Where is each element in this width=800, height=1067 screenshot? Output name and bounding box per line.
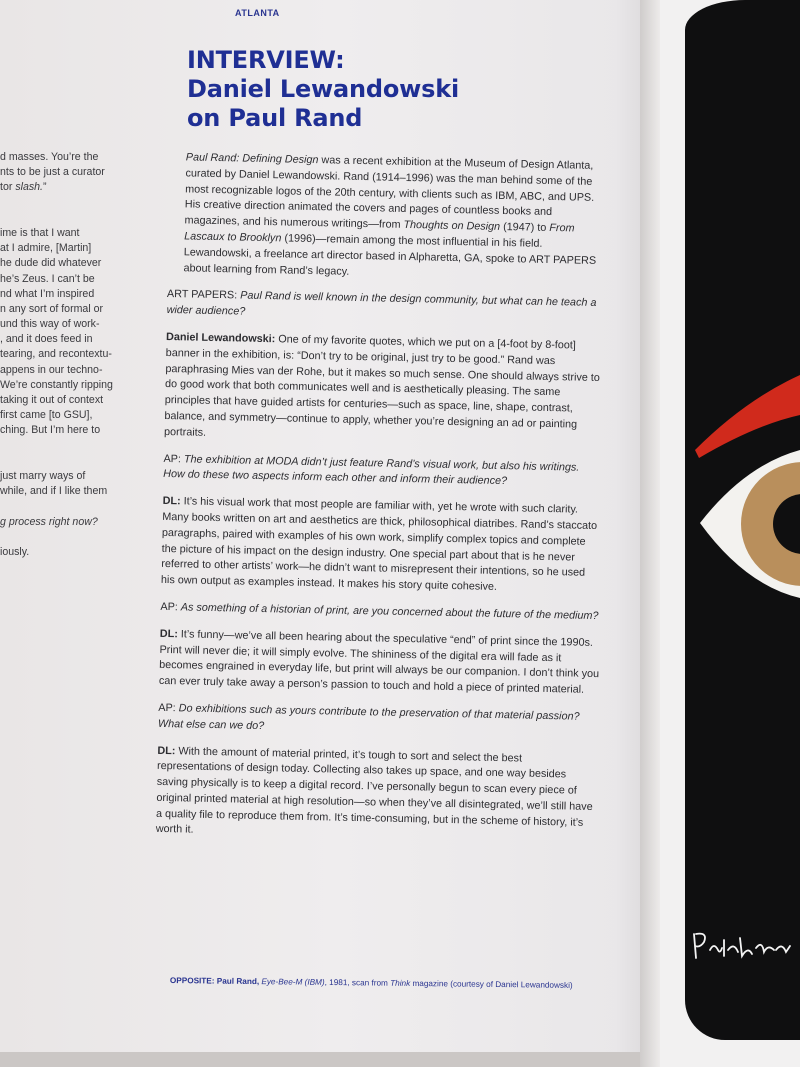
headline-line-2: Daniel Lewandowski [187,75,460,103]
previous-article-line: , and it does feed in [0,333,93,346]
intro-text-1: was a recent exhibition at the Museum of Design Atlanta, curated by Daniel Lewandowski. Rand (1914–1996) was the man behind some of the most recognizable logos of the 20th century, with clients such as IBM, ABC, and UPS. His creative direction animated the covers and pages of countless books and magazines, and his numerous writings—from [184,154,595,232]
previous-article-line: d masses. You’re the [0,151,99,163]
answer-paragraph [161,494,603,598]
answer-paragraph [159,627,600,699]
previous-article-line: und this way of work- [0,318,100,331]
intro-text-2: (1947) to [500,221,550,235]
answer-paragraph [164,330,606,450]
previous-article-line: We’re constantly ripping [0,378,113,391]
speaker-label: AP: [163,452,182,465]
paul-rand-signature [690,928,800,968]
table-surface [0,1052,680,1067]
headline-line-1: INTERVIEW: [187,46,345,74]
speaker-label: ART PAPERS: [166,288,238,302]
section-tag: ATLANTA [235,8,280,18]
headline-line-3: on Paul Rand [187,104,363,132]
previous-article-line: he dude did whatever [0,257,102,270]
intro-paragraph [167,150,610,286]
question-text: Paul Rand is well known in the design community, but what can he teach a wider audience? [166,289,597,318]
speaker-label: Daniel Lewandowski: [165,330,276,346]
caption-label: OPPOSITE: [169,976,215,986]
question-text: As something of a historian of print, are you concerned about the future of the medium? [180,601,599,622]
interview-body [155,150,610,858]
question-paragraph [163,451,604,492]
intro-book-2: From Lascaux to Brooklyn [184,222,575,245]
previous-article-line [0,454,150,469]
intro-exhibition-title: Paul Rand: Defining Design [185,151,319,167]
previous-article-line: tearing, and recontextu- [0,348,112,361]
previous-article-line: n any sort of formal or [0,302,104,315]
previous-article-line [0,196,150,211]
question-paragraph [166,287,607,328]
answer-paragraph [156,743,598,847]
headline [187,46,607,133]
previous-article-line: while, and if I like them [0,485,108,498]
previous-article-line: just marry ways of [0,469,86,482]
previous-article-column [0,150,150,560]
speaker-label: AP: [160,600,178,614]
caption-tail: magazine (courtesy of Daniel Lewandowski) [410,978,573,990]
answer-text: It’s his visual work that most people are familiar with, yet he wrote with such clarity. Many books written on art and aesthetics are thick, philosophical diatribes. Rand’s staccato paragraphs, paired with examples of his own work, simplify complex topics and complete the picture of his impact on the design industry. One special part about that is he never referred to other artists’ work—he didn’t want to misrepresent their intentions, so he used his own output as examples instead. It makes his story quite cohesive. [160,495,598,594]
intro-book-1: Thoughts on Design [403,219,501,234]
previous-article-line: at I admire, [Martin] [0,242,92,255]
previous-article-line: nts to be just a curator [0,166,105,179]
italic-word: slash. [15,181,43,194]
speaker-label: DL: [162,495,181,508]
previous-article-line [0,530,150,545]
qa-list [156,287,607,847]
previous-article-line: nd what I’m inspired [0,287,95,300]
speaker-label: AP: [158,701,176,715]
eyebrow-red-shape [695,375,800,458]
previous-article-line: first came [to GSU], [0,409,93,422]
previous-article-line [0,211,150,226]
previous-article-line: g process right now? [0,515,98,528]
answer-text: It’s funny—we’ve all been hearing about the speculative “end” of print since the 1990s. Print will never die; it will simply evolve. The shininess of the digital era will fade as it becomes engrained in everyday life, but print will always be our companion. I don’t think you can ever truly take away a person’s passion to touch and hold a piece of printed material. [158,628,600,696]
previous-article-line: tor slash.” [0,181,47,194]
caption-magazine: Think [390,978,411,988]
eye-artwork [685,370,800,620]
previous-article-line [0,439,150,454]
speaker-label: DL: [159,627,178,640]
question-paragraph [158,701,599,742]
question-text: Do exhibitions such as yours contribute to the preservation of that material passion? What else can we do? [157,702,580,732]
previous-article-line: iously. [0,545,30,558]
previous-article-line: appens in our techno- [0,363,103,376]
caption-work-title: Eye-Bee-M (IBM) [261,977,325,987]
figure-caption [170,976,640,991]
previous-article-line [0,499,150,514]
speaker-label: DL: [157,744,176,757]
answer-text: One of my favorite quotes, which we put on a [4-foot by 8-foot] banner in the exhibition, is: “Don’t try to be original, just try to be good.” Rand was paraphrasing Mies van der Rohe, but it makes so much sense. One should always strive to do good work that both communicates well and is aesthetically pleasing. The same principles that have guided artists for centuries—such as space, line, shape, contrast, balance, and symmetry—continue to apply, whether you’re designing an ad or painting portraits. [163,333,600,439]
previous-article-line: taking it out of context [0,394,104,406]
caption-artist: Paul Rand, [216,976,260,987]
previous-article-line: ching. But I’m here to [0,424,101,437]
caption-text: , 1981, scan from [324,977,391,988]
answer-text: With the amount of material printed, it’s tough to sort and select the best representations of design today. Collecting also takes up space, and one way besides saving physically is to keep a digital record. I’ve personally begun to scan every piece of original printed material at high resolution—so when they’ve all disintegrated, we’ll still have a quality file to reproduce them from. It’s time-consuming, but in the scheme of history, it’s worth it. [155,744,593,837]
previous-article-line: he’s Zeus. I can’t be [0,272,95,285]
question-text: The exhibition at MODA didn’t just feature Rand’s visual work, but also his writings. How do these two aspects inform each other and inform their audience? [163,452,580,488]
question-paragraph [160,600,600,625]
intro-text-3: (1996)—remain among the most influential in his field. Lewandowski, a freelance art director based in Alpharetta, GA, spoke to ART PAPERS about learning from Rand’s legacy. [183,232,597,278]
previous-article-line: ime is that I want [0,226,80,239]
